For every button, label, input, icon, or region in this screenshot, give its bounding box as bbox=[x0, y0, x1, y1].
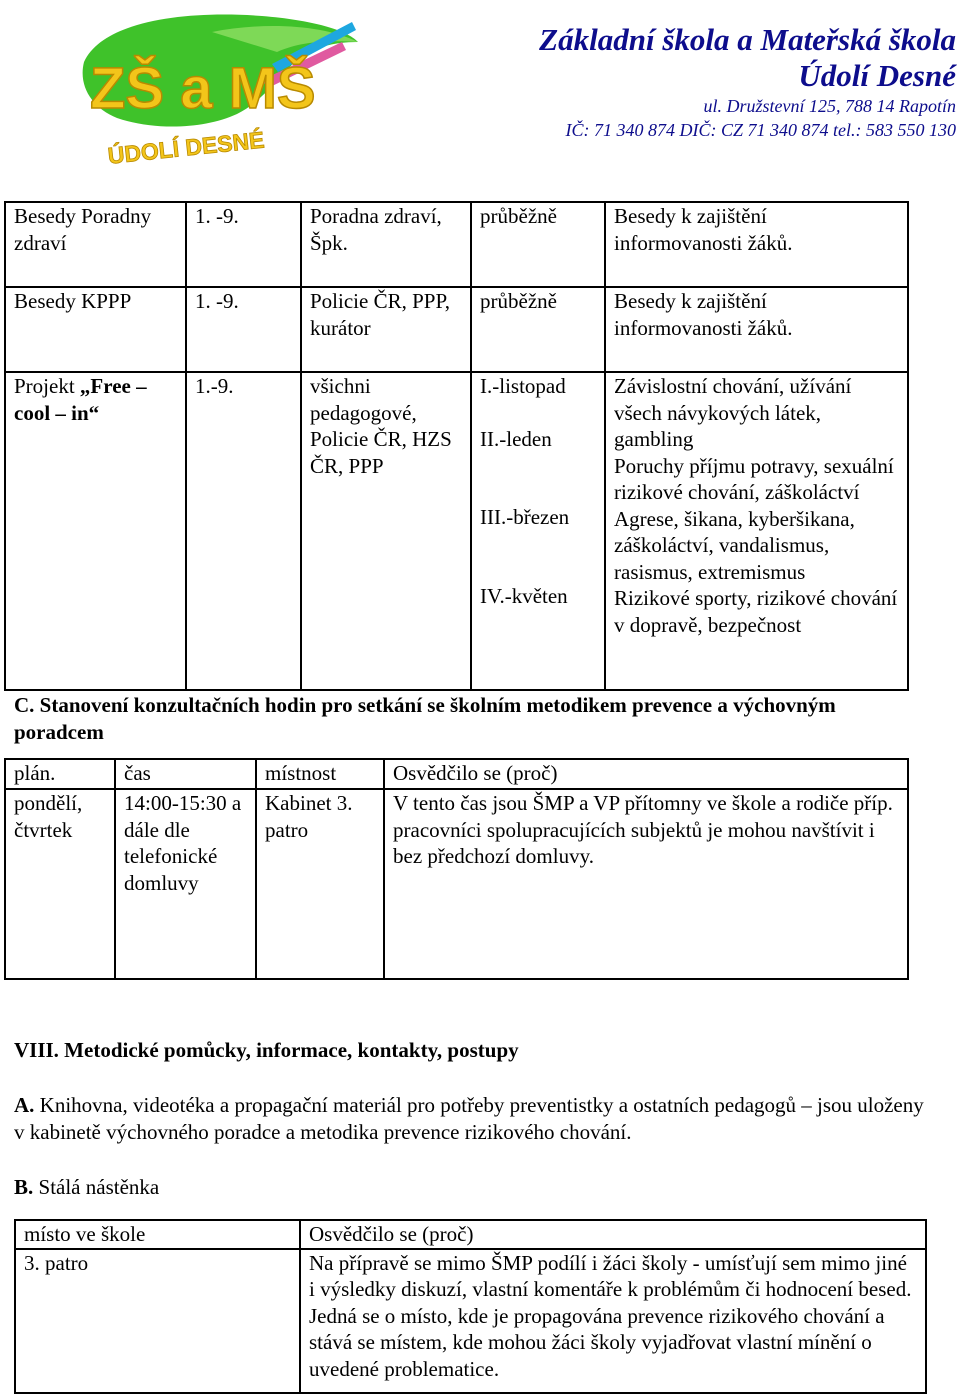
project-activity-cell bbox=[5, 372, 186, 690]
logo-text: ZŠ a MŠ bbox=[90, 56, 316, 121]
who-cell: Poradna zdraví, Špk. bbox=[301, 202, 471, 287]
consultation-hours-table bbox=[4, 758, 909, 980]
table-row bbox=[15, 1249, 926, 1393]
school-name-line1: Základní škola a Mateřská škola bbox=[539, 22, 956, 57]
school-logo bbox=[62, 2, 362, 167]
grade-cell: 1. -9. bbox=[186, 202, 301, 287]
paragraph-a-label: A. bbox=[14, 1093, 35, 1117]
term-when: IV.-květen bbox=[480, 583, 568, 608]
term-topic: Poruchy příjmu potravy, sexuální rizikové chování, záškoláctví bbox=[614, 453, 894, 504]
spacer bbox=[480, 478, 596, 504]
plan-cell: pondělí, čtvrtek bbox=[5, 789, 115, 979]
term-when: I.-listopad bbox=[480, 374, 566, 398]
term-topic: Rizikové sporty, rizikové chování v dopravě, bezpečnost bbox=[614, 586, 898, 637]
project-name: „Free – cool – in“ bbox=[14, 374, 147, 425]
spacer bbox=[480, 452, 596, 478]
header-note: Osvědčilo se (proč) bbox=[300, 1220, 926, 1249]
section-c-heading: C. Stanovení konzultačních hodin pro setkání se školním metodikem prevence a výchovným poradcem bbox=[14, 693, 836, 744]
term-topic: Závislostní chování, užívání všech návykových látek, gambling bbox=[614, 374, 852, 451]
activity-cell: Besedy KPPP bbox=[5, 287, 186, 372]
topic-cell: Besedy k zajištění informovanosti žáků. bbox=[605, 202, 908, 287]
project-prefix: Projekt bbox=[14, 374, 80, 398]
table-row-project bbox=[5, 372, 908, 690]
when-cell: průběžně bbox=[471, 287, 605, 372]
term-when: III.-březen bbox=[480, 505, 570, 529]
spacer bbox=[480, 531, 596, 557]
project-when-cell bbox=[471, 372, 605, 690]
header-place: místo ve škole bbox=[15, 1220, 300, 1249]
when-cell: průběžně bbox=[471, 202, 605, 287]
school-header bbox=[396, 22, 956, 142]
note-cell: V tento čas jsou ŠMP a VP přítomny ve škole a rodiče příp. pracovníci spolupracujících subjektů je mohou navštívit i bez předchozí domluvy. bbox=[384, 789, 908, 979]
school-name-line2: Údolí Desné bbox=[798, 58, 956, 93]
table-header-row bbox=[5, 759, 908, 789]
note-cell: Na přípravě se mimo ŠMP podílí i žáci školy - umísťují sem mimo jiné i výsledky diskuzí, vlastní komentáře k problémům či hodnocení besed. Jedná se o místo, kde je propagována prevence rizikového chování a stává se místem, kde mohou žáci školy vyjadřovat vlastní mínění o uvedené problematice. bbox=[300, 1249, 926, 1393]
table-row bbox=[5, 202, 908, 287]
table-row bbox=[5, 287, 908, 372]
spacer bbox=[480, 557, 596, 583]
room-cell: Kabinet 3. patro bbox=[256, 789, 384, 979]
section-viii-heading: VIII. Metodické pomůcky, informace, kontakty, postupy bbox=[14, 1038, 519, 1062]
grade-cell: 1. -9. bbox=[186, 287, 301, 372]
paragraph-a-text: Knihovna, videotéka a propagační materiál pro potřeby preventistky a ostatních pedagogů – jsou uloženy v kabinetě výchovného poradce a metodika prevence rizikového chování. bbox=[14, 1093, 924, 1144]
who-cell: Policie ČR, PPP, kurátor bbox=[301, 287, 471, 372]
term-topic: Agrese, šikana, kyberšikana, záškoláctví, vandalismus, rasismus, extremismus bbox=[614, 506, 855, 584]
paragraph-b-label: B. bbox=[14, 1175, 34, 1199]
header-time: čas bbox=[115, 759, 256, 789]
time-cell: 14:00-15:30 a dále dle telefonické domluvy bbox=[115, 789, 256, 979]
project-topic-cell bbox=[605, 372, 908, 690]
activity-cell: Besedy Poradny zdraví bbox=[5, 202, 186, 287]
topic-cell: Besedy k zajištění informovanosti žáků. bbox=[605, 287, 908, 372]
header-note: Osvědčilo se (proč) bbox=[384, 759, 908, 789]
project-grade-cell: 1.-9. bbox=[186, 372, 301, 690]
notice-board-table bbox=[14, 1219, 927, 1394]
place-cell: 3. patro bbox=[15, 1249, 300, 1393]
table-row bbox=[5, 789, 908, 979]
table-header-row bbox=[15, 1220, 926, 1249]
header-room: místnost bbox=[256, 759, 384, 789]
paragraph-b-text: Stálá nástěnka bbox=[33, 1175, 160, 1199]
spacer bbox=[480, 400, 596, 426]
project-who-cell: všichni pedagogové, Policie ČR, HZS ČR, PPP bbox=[301, 372, 471, 690]
school-ids: IČ: 71 340 874 DIČ: CZ 71 340 874 tel.: 583 550 130 bbox=[565, 120, 956, 140]
header-plan: plán. bbox=[5, 759, 115, 789]
paragraph-b bbox=[14, 1174, 924, 1201]
paragraph-a bbox=[14, 1092, 924, 1145]
logo-subtext: ÚDOLÍ DESNÉ bbox=[106, 126, 266, 167]
school-address: ul. Družstevní 125, 788 14 Rapotín bbox=[703, 96, 956, 116]
activities-table bbox=[4, 201, 909, 691]
term-when: II.-leden bbox=[480, 426, 552, 451]
